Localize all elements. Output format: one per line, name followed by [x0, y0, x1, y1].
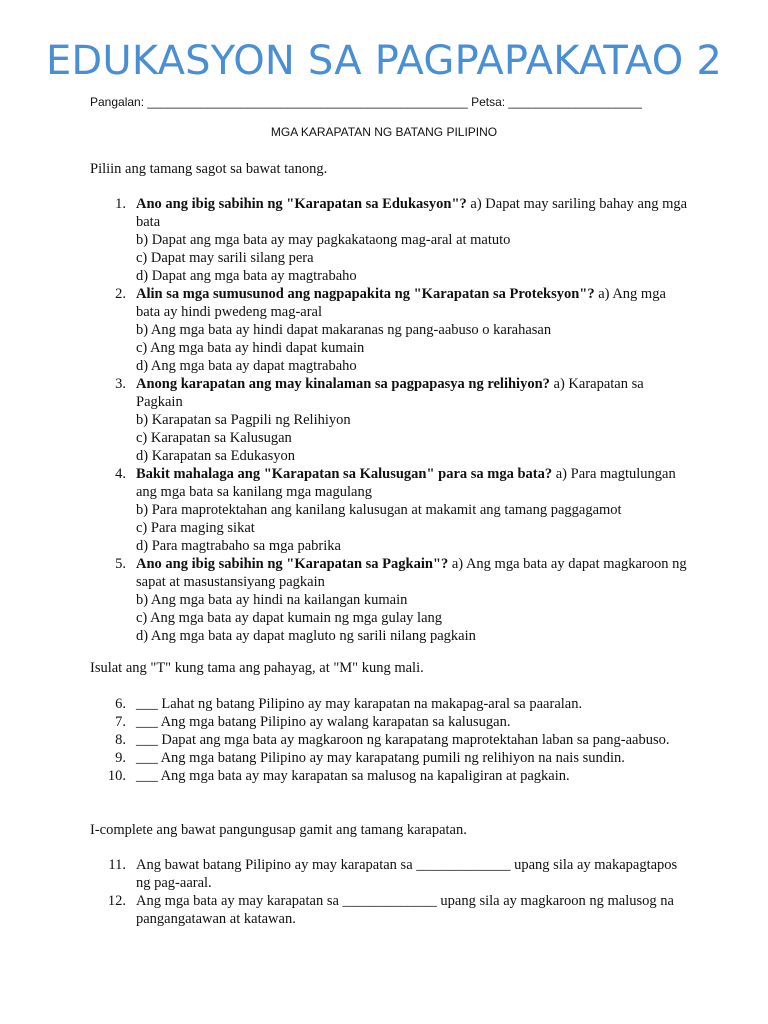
option-d: d) Dapat ang mga bata ay magtrabaho	[136, 268, 357, 284]
list-item	[90, 767, 690, 785]
option-d: d) Ang mga bata ay dapat magtrabaho	[136, 358, 357, 374]
question-number: 1.	[115, 196, 126, 212]
item-number: 7.	[115, 714, 126, 730]
item-number: 11.	[108, 857, 126, 873]
option-c: c) Dapat may sarili silang pera	[136, 250, 314, 266]
question-item	[90, 465, 690, 555]
list-item	[90, 695, 690, 713]
item-text: ___ Ang mga batang Pilipino ay may karapatang pumili ng relihiyon na nais sundin.	[136, 750, 625, 766]
question-text: Ano ang ibig sabihin ng "Karapatan sa Edukasyon"?	[136, 196, 467, 212]
true-false-list	[90, 695, 690, 785]
item-text: ___ Dapat ang mga bata ay magkaroon ng karapatang maprotektahan laban sa pang-aabuso.	[136, 732, 670, 748]
question-text: Anong karapatan ang may kinalaman sa pagpapasya ng relihiyon?	[136, 376, 550, 392]
question-text: Ano ang ibig sabihin ng "Karapatan sa Pagkain"?	[136, 556, 449, 572]
name-date-line	[90, 94, 642, 110]
section3-instruction: I-complete ang bawat pangungusap gamit ang tamang karapatan.	[90, 822, 467, 838]
option-a: a) Ang mga bata ay hindi pwedeng mag-aral	[136, 286, 666, 320]
option-a: a) Dapat may sariling bahay ang mga bata	[136, 196, 688, 230]
list-item	[90, 892, 690, 928]
item-text: Ang mga bata ay may karapatan sa _____________ upang sila ay magkaroon ng malusog na pangangatawan at katawan.	[136, 893, 674, 927]
question-number: 3.	[115, 376, 126, 392]
item-text: ___ Lahat ng batang Pilipino ay may karapatan na makapag-aral sa paaralan.	[136, 696, 583, 712]
option-b: b) Karapatan sa Pagpili ng Relihiyon	[136, 412, 351, 428]
multiple-choice-list	[90, 195, 690, 645]
worksheet-subtitle: MGA KARAPATAN NG BATANG PILIPINO	[270, 125, 498, 139]
question-number: 2.	[115, 286, 126, 302]
list-item	[90, 749, 690, 767]
question-text: Alin sa mga sumusunod ang nagpapakita ng "Karapatan sa Proteksyon"?	[136, 286, 595, 302]
option-c: c) Karapatan sa Kalusugan	[136, 430, 292, 446]
section2-instruction: Isulat ang "T" kung tama ang pahayag, at "M" kung mali.	[90, 660, 424, 676]
option-b: b) Ang mga bata ay hindi na kailangan kumain	[136, 592, 408, 608]
date-field: Petsa: ____________________	[471, 95, 642, 109]
item-number: 10.	[107, 768, 126, 784]
question-number: 5.	[115, 556, 126, 572]
section1-instruction: Piliin ang tamang sagot sa bawat tanong.	[90, 161, 328, 177]
item-text: ___ Ang mga bata ay may karapatan sa malusog na kapaligiran at pagkain.	[136, 768, 570, 784]
item-number: 9.	[115, 750, 126, 766]
option-d: d) Para magtrabaho sa mga pabrika	[136, 538, 341, 554]
worksheet-title: EDUKASYON SA PAGPAPAKATAO 2	[45, 38, 723, 84]
question-item	[90, 285, 690, 375]
option-c: c) Ang mga bata ay dapat kumain ng mga gulay lang	[136, 610, 443, 626]
item-text: Ang bawat batang Pilipino ay may karapatan sa _____________ upang sila ay makapagtapos ng pag-aaral.	[136, 857, 678, 891]
option-b: b) Ang mga bata ay hindi dapat makaranas ng pang-aabuso o karahasan	[136, 322, 552, 338]
name-field: Pangalan: ________________________________________________	[90, 95, 472, 109]
question-item	[90, 375, 690, 465]
fill-blank-list	[90, 856, 690, 928]
question-number: 4.	[115, 466, 126, 482]
item-number: 12.	[107, 893, 126, 909]
option-b: b) Para maprotektahan ang kanilang kalusugan at makamit ang tamang paggagamot	[136, 502, 622, 518]
list-item	[90, 713, 690, 731]
list-item	[90, 731, 690, 749]
option-b: b) Dapat ang mga bata ay may pagkakataong mag-aral at matuto	[136, 232, 511, 248]
option-d: d) Karapatan sa Edukasyon	[136, 448, 296, 464]
item-number: 6.	[115, 696, 126, 712]
option-c: c) Ang mga bata ay hindi dapat kumain	[136, 340, 365, 356]
option-a: a) Ang mga bata ay dapat magkaroon ng sapat at masustansiyang pagkain	[136, 556, 687, 590]
question-text: Bakit mahalaga ang "Karapatan sa Kalusugan" para sa mga bata?	[136, 466, 553, 482]
option-a: a) Para magtulungan ang mga bata sa kanilang mga magulang	[136, 466, 676, 500]
option-c: c) Para maging sikat	[136, 520, 255, 536]
question-item	[90, 555, 690, 645]
question-item	[90, 195, 690, 285]
list-item	[90, 856, 690, 892]
option-d: d) Ang mga bata ay dapat magluto ng sarili nilang pagkain	[136, 628, 476, 644]
item-number: 8.	[115, 732, 126, 748]
item-text: ___ Ang mga batang Pilipino ay walang karapatan sa kalusugan.	[136, 714, 511, 730]
option-a: a) Karapatan sa Pagkain	[136, 376, 644, 410]
